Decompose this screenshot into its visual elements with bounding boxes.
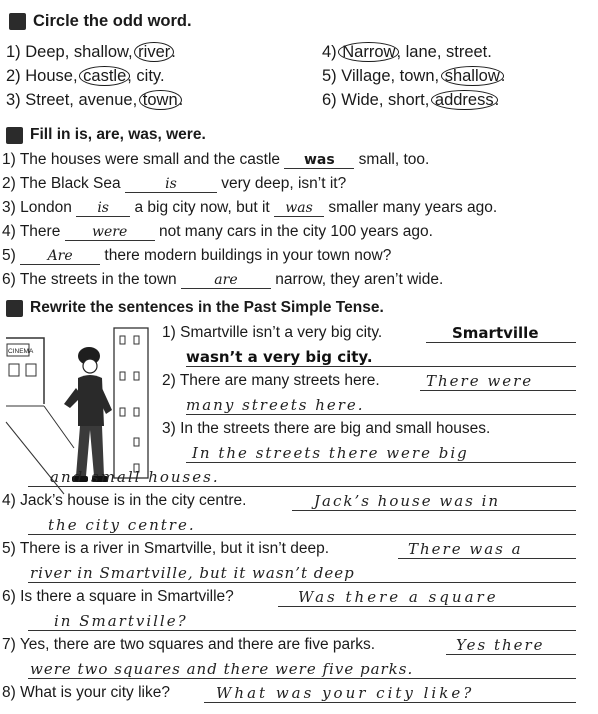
exercise-3-icon [6,300,23,317]
ex3-item-2-answer-2: many streets here. [186,396,365,414]
ex1-item-6: 6) Wide, short, address. [322,91,500,109]
ex2-item-5: 5) Are there modern buildings in your town now? [2,247,392,264]
ex3-item-3-answer-1: In the streets there were big [192,444,469,462]
ex3-item-1-question: 1) Smartville isn’t a very big city. [162,324,383,341]
ex3-item-7-question: 7) Yes, there are two squares and there are five parks. [2,636,376,653]
circled-word: shallow [441,66,504,86]
ex2-item-2: 2) The Black Sea is very deep, isn’t it? [2,175,347,192]
ex3-item-4-question: 4) Jack’s house is in the city centre. [2,492,247,509]
exercise-1-title: Circle the odd word. [33,12,192,30]
circled-word: castle [79,66,130,86]
ex3-item-4-answer-2: the city centre. [48,516,196,534]
ex1-item-3: 3) Street, avenue, town. [6,91,184,109]
exercise-1-icon [9,13,26,30]
ex3-item-8-question: 8) What is your city like? [2,684,170,701]
ex1-item-2: 2) House, castle, city. [6,67,165,85]
ex3-item-6-answer-1: Was there a square [298,588,499,606]
ex3-item-5-answer-2: river in Smartville, but it wasn’t deep [30,564,355,582]
circled-word: address [431,90,498,110]
exercise-2-title: Fill in is, are, was, were. [30,126,206,143]
circled-word: Narrow [338,42,399,62]
exercise-2-icon [6,127,23,144]
ex3-item-1-answer-2: wasn’t a very big city. [186,348,373,366]
ex2-item-1: 1) The houses were small and the castle was small, too. [2,151,430,168]
ex2-item-4: 4) There were not many cars in the city 100 years ago. [2,223,433,240]
ex3-item-2-answer-1: There were [426,372,534,390]
ex1-item-5: 5) Village, town, shallow. [322,67,506,85]
ex3-item-2-question: 2) There are many streets here. [162,372,380,389]
ex3-item-3-answer-2: and small houses. [50,468,220,486]
answer-blank: was [274,201,324,217]
answer-blank: Are [20,249,100,265]
answer-blank: were [65,225,155,241]
ex3-item-8-answer-1: What was your city like? [216,684,475,702]
ex2-item-6: 6) The streets in the town are narrow, they aren’t wide. [2,271,444,288]
circled-word: river [134,42,174,62]
answer-blank: was [284,153,354,169]
circled-word: town [139,90,182,110]
ex1-item-4: 4) Narrow, lane, street. [322,43,492,61]
answer-blank: is [125,177,217,193]
ex2-item-3: 3) London is a big city now, but it was smaller many years ago. [2,199,498,216]
cinema-sign: CINEMA [8,348,34,355]
ex3-item-5-answer-1: There was a [408,540,523,558]
ex3-item-5-question: 5) There is a river in Smartville, but it isn’t deep. [2,540,330,557]
ex3-item-3-question: 3) In the streets there are big and small houses. [162,420,491,437]
ex3-item-6-question: 6) Is there a square in Smartville? [2,588,234,605]
ex3-item-7-answer-2: were two squares and there were five parks. [30,660,414,678]
exercise-3-title: Rewrite the sentences in the Past Simple Tense. [30,299,384,316]
answer-blank: are [181,273,271,289]
ex3-item-7-answer-1: Yes there [456,636,545,654]
ex3-item-6-answer-2: in Smartville? [54,612,188,630]
ex3-item-4-answer-1: Jack’s house was in [314,492,501,510]
ex3-item-1-answer-1: Smartville [452,324,539,342]
ex1-item-1: 1) Deep, shallow, river. [6,43,176,61]
answer-blank: is [76,201,130,217]
